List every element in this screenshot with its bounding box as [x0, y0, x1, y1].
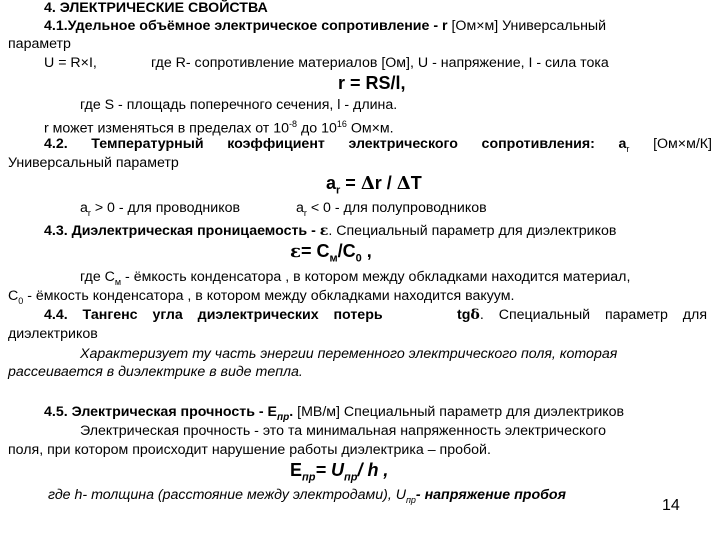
s41-range	[44, 116, 394, 138]
s45-note-sub: пр	[405, 494, 416, 505]
s42-cond1-sub: r	[87, 207, 91, 218]
s44-cont: диэлектриков	[8, 326, 98, 342]
s43-desc2-a: C	[8, 288, 19, 304]
s43-f-sub1: м	[329, 252, 338, 265]
s42-unit: [Ом×м/К]	[629, 136, 712, 152]
s43-f-sub2: 0	[355, 252, 362, 265]
s42-f-d: T	[410, 173, 422, 193]
s43-eps: ε	[319, 223, 329, 239]
s41-cont: параметр	[8, 36, 71, 52]
s41-range-exp2: 16	[336, 119, 347, 129]
s44-tg: tg	[457, 307, 471, 323]
s42-cond-2	[296, 200, 487, 222]
s44-delta: δ	[470, 307, 480, 323]
s45-f-b: = U	[315, 460, 344, 480]
s41-formula-1-desc: где R- сопротивление материалов [Ом], U - напряжение, I - сила тока	[151, 55, 609, 71]
s42-delta2: Δ	[396, 173, 411, 194]
s44-desc-1: Характеризует ту часть энергии переменного электрического поля, которая	[80, 346, 618, 362]
s43-desc1-sub: м	[114, 276, 122, 287]
s45-f-c: / h ,	[357, 460, 389, 480]
s42-f-b: =	[340, 173, 361, 193]
s45-note-b: - напряжение пробоя	[415, 487, 566, 503]
s45-f-a: E	[290, 460, 303, 480]
s42-delta1: Δ	[360, 173, 375, 194]
s45-formula	[290, 462, 388, 487]
s42-title-sub: r	[626, 143, 630, 154]
s42-cond1-a: a	[80, 200, 88, 216]
s41-range-a: r может изменяться в пределах от 10	[44, 120, 290, 137]
s43-formula	[290, 243, 372, 268]
s45-f-sub1: пр	[302, 471, 316, 484]
s41-formula-1: U = R×I,	[44, 55, 97, 71]
s45-title-sub: пр	[277, 411, 290, 423]
s42-cond2-b: < 0 - для полупроводников	[306, 200, 487, 216]
page-number: 14	[662, 497, 680, 514]
s45-desc-1: Электрическая прочность - это та минимальная напряженность электрического	[80, 423, 607, 439]
s42-f-sub: r	[336, 184, 341, 197]
s41-desc: где S - площадь поперечного сечения, l - длина.	[80, 97, 398, 113]
s44-desc-2: рассеивается в диэлектрике в виде тепла.	[8, 364, 303, 380]
s45-note-a: где h- толщина (расстояние между электродами), U	[48, 487, 406, 503]
s42-cond2-sub: r	[303, 207, 307, 218]
s42-f-a: a	[326, 173, 337, 193]
s43-f-eps: ε	[290, 241, 301, 262]
s45-unit: [МВ/м] Специальный параметр для диэлектриков	[293, 404, 625, 420]
s45-note	[48, 487, 566, 509]
s43-f-b: /C	[337, 241, 356, 261]
s44-title-line	[44, 307, 707, 324]
s42-cond-1	[80, 200, 240, 222]
s42-formula	[326, 175, 422, 200]
s43-f-a: = C	[300, 241, 330, 261]
s43-f-c: ,	[361, 241, 372, 261]
s41-title: 4.1.Удельное объёмное электрическое сопротивление - r	[44, 18, 448, 34]
s45-desc-2: поля, при котором происходит нарушение работы диэлектрика – пробой.	[8, 442, 491, 458]
s43-tail: . Специальный параметр для диэлектриков	[328, 223, 617, 239]
s41-range-c: Ом×м.	[346, 120, 394, 137]
s42-cond2-a: a	[296, 200, 304, 216]
section-heading: 4. ЭЛЕКТРИЧЕСКИЕ СВОЙСТВА	[44, 0, 268, 16]
s42-f-c: r /	[374, 173, 397, 193]
s44-title: 4.4. Тангенс угла диэлектрических потерь	[44, 307, 383, 323]
s45-f-sub2: пр	[343, 471, 358, 484]
s41-unit: [Ом×м] Универсальный	[447, 18, 607, 34]
s42-cond1-b: > 0 - для проводников	[90, 200, 240, 216]
s42-cont: Универсальный параметр	[8, 155, 179, 171]
s42-title: 4.2. Температурный коэффициент электрического сопротивления: a	[44, 136, 627, 152]
s41-formula-2: r = RS/l,	[338, 73, 406, 93]
s41-range-exp1: -8	[289, 119, 298, 129]
s43-desc2-sub: 0	[18, 295, 24, 306]
s44-tail: . Специальный параметр для	[479, 307, 708, 323]
s41-range-b: до 10	[297, 120, 337, 137]
s41-title-line	[44, 18, 606, 35]
s45-title-dot: .	[289, 404, 294, 420]
s45-title: 4.5. Электрическая прочность - E	[44, 404, 278, 420]
s43-desc2-b: - ёмкость конденсатора , в котором между обкладками находится вакуум.	[23, 288, 515, 304]
s43-title: 4.3. Диэлектрическая проницаемость -	[44, 223, 320, 239]
s43-title-line	[44, 223, 616, 240]
s43-desc1-a: где C	[80, 269, 115, 285]
s43-desc1-b: - ёмкость конденсатора , в котором между обкладками находится материал,	[121, 269, 631, 285]
